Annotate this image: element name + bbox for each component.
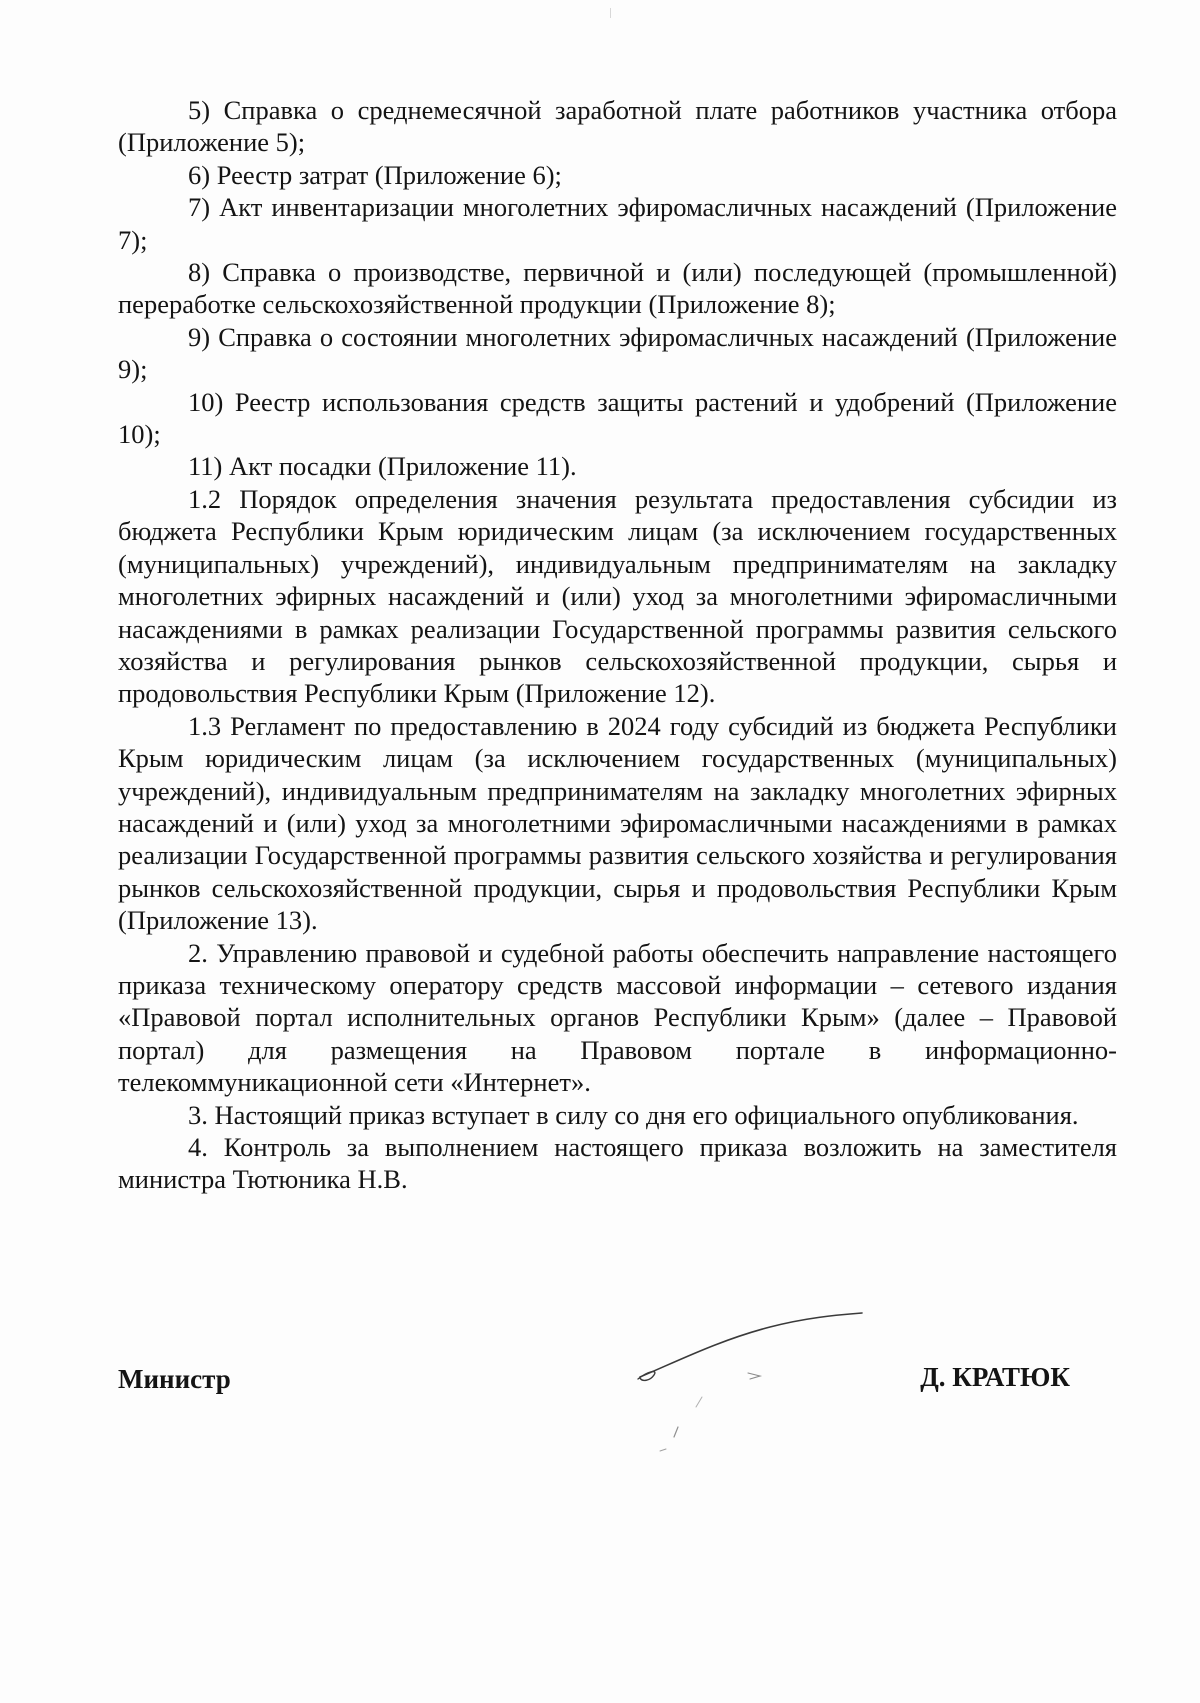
signatory-title: Министр — [118, 1364, 231, 1394]
paragraph-section-1-2: 1.2 Порядок определения значения результата предоставления субсидии из бюджета Республики Крым юридическим лицам (за исключением государственных (муниципальных) учреждений), индивидуальным предпринимателям на закладку многолетних эфирных насаждений и (или) уход за многолетними эфиромасличными насаждениями в рамках реализации Государственной программы развития сельского хозяйства и регулирования рынков сельскохозяйственной продукции, сырья и продовольствия Республики Крым (Приложение 12). — [118, 483, 1117, 709]
paragraph-section-3: 3. Настоящий приказ вступает в силу со дня его официального опубликования. — [188, 1099, 1079, 1130]
paragraph-item-7: 7) Акт инвентаризации многолетних эфиромасличных насаждений (Приложение 7); — [118, 192, 1117, 255]
paragraph-item-10: 10) Реестр использования средств защиты растений и удобрений (Приложение 10); — [118, 386, 1117, 450]
paragraph-item-6: 6) Реестр затрат (Приложение 6); — [188, 159, 562, 190]
signatory-name: Д. КРАТЮК — [920, 1362, 1070, 1392]
paragraph-item-5: 5) Справка о среднемесячной заработной плате работников участника отбора (Приложение 5); — [118, 95, 1117, 158]
paragraph-section-1-3: 1.3 Регламент по предоставлению в 2024 году субсидий из бюджета Республики Крым юридическим лицам (за исключением государственных (муниципальных) учреждений), индивидуальным предпринимателям на закладку многолетних эфирных насаждений и (или) уход за многолетними эфиромасличными насаждениями в рамках реализации Государственной программы развития сельского хозяйства и регулирования рынков сельскохозяйственной продукции, сырья и продовольствия Республики Крым (Приложение 13). — [118, 710, 1117, 936]
paragraph-item-11: 11) Акт посадки (Приложение 11). — [188, 451, 577, 482]
paragraph-item-9: 9) Справка о состоянии многолетних эфиромасличных насаждений (Приложение 9); — [118, 321, 1117, 385]
paragraph-section-4: 4. Контроль за выполнением настоящего приказа возложить на заместителя министра Тютюника Н.В. — [118, 1132, 1117, 1195]
paragraph-item-8: 8) Справка о производстве, первичной и (или) последующей (промышленной) переработке сельскохозяйственной продукции (Приложение 8); — [118, 257, 1117, 320]
paragraph-section-2: 2. Управлению правовой и судебной работы обеспечить направление настоящего приказа техническому оператору средств массовой информации – сетевого издания «Правовой портал исполнительных органов Республики Крым» (далее – Правовой портал) для размещения на Правовом портале в информационно-телекоммуникационной сети «Интернет». — [118, 937, 1117, 1098]
scan-artifact — [610, 8, 611, 18]
signature-block — [118, 1364, 1070, 1404]
document-body — [118, 94, 1117, 1196]
